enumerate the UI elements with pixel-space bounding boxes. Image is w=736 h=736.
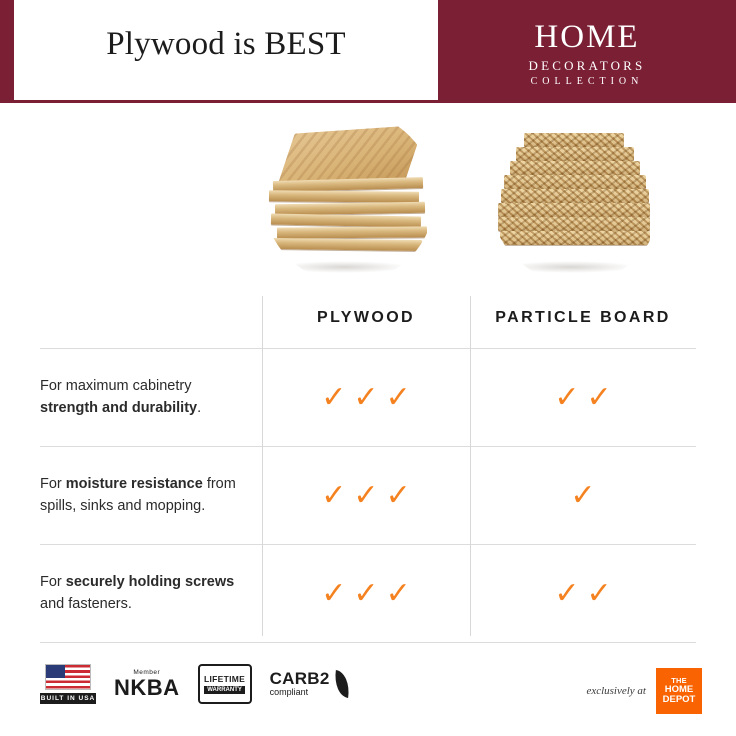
check-icon: ✓ (586, 575, 612, 611)
sample-images-row (0, 103, 736, 288)
column-divider-1 (262, 296, 263, 636)
table-row (40, 447, 696, 544)
check-icon: ✓ (554, 575, 580, 611)
check-icon: ✓ (353, 379, 379, 415)
home-depot-logo (656, 668, 702, 714)
table-row (40, 545, 696, 642)
column-divider-2 (470, 296, 471, 636)
check-icon: ✓ (353, 477, 379, 513)
page-title: Plywood is BEST (106, 26, 346, 62)
carb2-compliant-label: compliant (269, 687, 309, 698)
row-label-text-2: For (40, 476, 66, 493)
brand-logo-collection: COLLECTION (530, 75, 644, 87)
check-icon: ✓ (385, 379, 411, 415)
table-rule (40, 642, 696, 643)
table-header-row (40, 288, 696, 348)
row-label-emphasis-3: securely holding screws (65, 574, 235, 591)
row-label-text-2b: from spills, sinks and mopping. (40, 476, 236, 514)
rating-particle-moisture (470, 477, 696, 513)
certification-badges (40, 664, 350, 704)
row-label-text-1: For maximum cabinetry (40, 378, 192, 395)
check-icon: ✓ (321, 477, 347, 513)
rating-plywood-strength (262, 379, 470, 415)
brand-logo-home: HOME (534, 18, 640, 55)
row-label-emphasis-1: strength and durability (40, 399, 198, 416)
check-icon: ✓ (353, 575, 379, 611)
nkba-label: NKBA (114, 675, 180, 700)
leaf-icon (332, 670, 351, 698)
row-label-screws (40, 572, 262, 614)
rating-plywood-moisture (262, 477, 470, 513)
row-label-text-3b: and fasteners. (40, 595, 132, 612)
header (0, 0, 736, 103)
carb2-compliant-badge (270, 670, 350, 698)
check-icon: ✓ (385, 477, 411, 513)
lifetime-label: LIFETIME (204, 674, 246, 684)
lifetime-warranty-badge (198, 664, 252, 704)
header-accent-bar (0, 0, 14, 103)
plywood-sample-image (263, 111, 435, 283)
comparison-table (40, 288, 696, 643)
exclusively-at-label: exclusively at (586, 685, 646, 697)
check-icon: ✓ (385, 575, 411, 611)
rating-particle-strength (470, 379, 696, 415)
table-row (40, 349, 696, 446)
column-header-particle-board: PARTICLE BOARD (495, 309, 671, 326)
footer (0, 652, 736, 736)
row-label-text-1b: . (197, 399, 202, 416)
rating-plywood-screws (262, 575, 470, 611)
rating-particle-screws (470, 575, 696, 611)
brand-logo (438, 0, 736, 103)
nkba-badge (114, 669, 180, 699)
check-icon: ✓ (554, 379, 580, 415)
carb2-label: CARB2 (269, 669, 330, 689)
row-label-text-3: For (40, 574, 66, 591)
particle-board-sample-image (490, 111, 662, 283)
built-in-usa-badge (40, 664, 96, 704)
row-label-moisture (40, 474, 262, 516)
column-header-plywood: PLYWOOD (317, 309, 415, 326)
row-label-strength (40, 376, 262, 418)
nkba-member-label: Member (133, 669, 161, 676)
home-depot-the: THE (671, 676, 687, 686)
check-icon: ✓ (321, 575, 347, 611)
row-label-emphasis-2: moisture resistance (65, 476, 203, 493)
check-icon: ✓ (570, 477, 596, 513)
usa-flag-icon (45, 664, 91, 690)
brand-logo-decorators: DECORATORS (528, 57, 646, 73)
check-icon: ✓ (321, 379, 347, 415)
home-depot-home: HOME (664, 683, 694, 695)
retailer-section (586, 668, 702, 714)
check-icon: ✓ (586, 379, 612, 415)
home-depot-depot: DEPOT (662, 693, 696, 705)
warranty-label: WARRANTY (204, 686, 245, 694)
built-in-usa-label: BUILT IN USA (40, 695, 96, 702)
